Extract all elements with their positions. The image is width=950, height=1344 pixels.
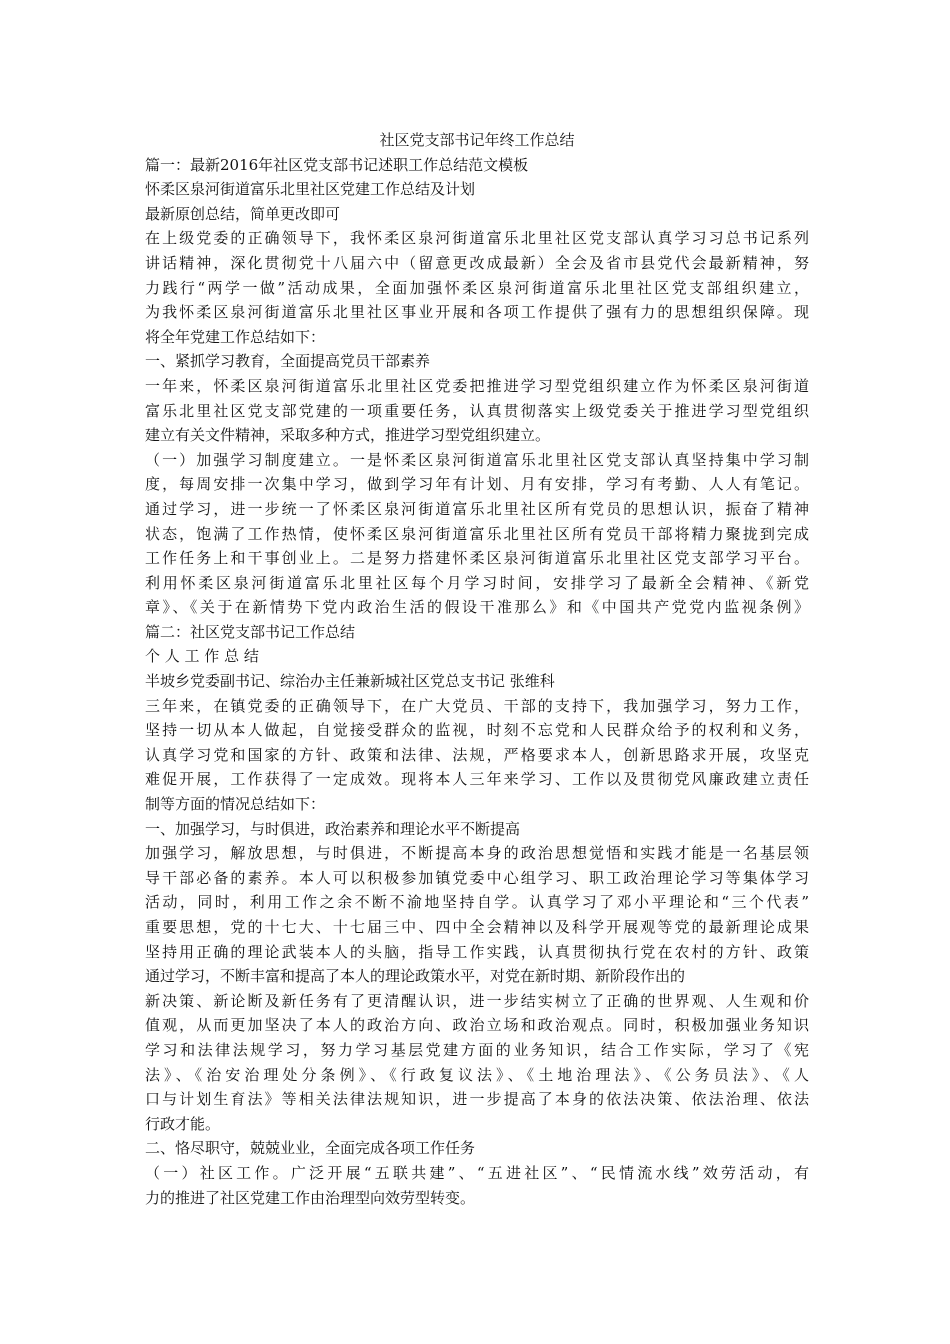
text-line: （一）社区工作。广泛开展“五联共建”、“五进社区”、“民情流水线”效劳活动，有 [145, 1163, 809, 1182]
text-line: 坚持用正确的理论武装本人的头脑，指导工作实践，认真贯彻执行党在农村的方针、政策 [145, 942, 809, 961]
text-line: 通过学习，进一步统一了怀柔区泉河街道富乐北里社区所有党员的思想认识，振奋了精神 [145, 499, 809, 518]
text-line: 状态，饱满了工作热情，使怀柔区泉河街道富乐北里社区所有党员干部将精力聚拢到完成 [145, 524, 809, 543]
text-line: 工作任务上和干事创业上。二是努力搭建怀柔区泉河街道富乐北里社区党支部学习平台。 [145, 549, 809, 568]
text-line: 重要思想，党的十七大、十七届三中、四中全会精神以及科学开展观等党的最新理论成果 [145, 918, 809, 936]
text-line: 度，每周安排一次集中学习，做到学习年有计划、月有安排，学习有考勤、人人有笔记。 [145, 475, 809, 494]
document-title: 社区党支部书记年终工作总结 [379, 131, 575, 149]
text-line: 在上级党委的正确领导下，我怀柔区泉河街道富乐北里社区党支部认真学习习总书记系列 [145, 229, 809, 248]
text-line: 二、恪尽职守，兢兢业业，全面完成各项工作任务 [145, 1139, 476, 1158]
text-line: 最新原创总结，简单更改即可 [145, 204, 341, 223]
text-line: 三年来，在镇党委的正确领导下，在广大党员、干部的支持下，我加强学习，努力工作， [145, 696, 809, 715]
document-body [145, 153, 809, 1211]
text-line: 坚持一切从本人做起，自觉接受群众的监视，时刻不忘党和人民群众给予的权利和义务， [145, 721, 809, 740]
text-line: 将全年党建工作总结如下： [145, 327, 326, 346]
text-line: 一、加强学习，与时俱进，政治素养和理论水平不断提高 [145, 819, 521, 838]
text-line: 利用怀柔区泉河街道富乐北里社区每个月学习时间，安排学习了最新全会精神、《新党 [145, 573, 809, 592]
document-page [145, 128, 809, 1210]
text-line: （一）加强学习制度建立。一是怀柔区泉河街道富乐北里社区党支部认真坚持集中学习制 [145, 450, 809, 469]
text-line: 篇一：最新2016年社区党支部书记述职工作总结范文模板 [145, 155, 529, 174]
text-line: 口与计划生育法》等相关法律法规知识，进一步提高了本身的依法决策、依法治理、依法 [145, 1090, 809, 1109]
text-line: 加强学习，解放思想，与时俱进，不断提高本身的政治思想觉悟和实践才能是一名基层领 [145, 844, 809, 863]
text-line: 新决策、新论断及新任务有了更清醒认识，进一步结实树立了正确的世界观、人生观和价 [145, 991, 809, 1010]
text-line: 活动，同时，利用工作之余不断不渝地坚持自学。认真学习了邓小平理论和“三个代表” [145, 893, 809, 912]
text-line: 认真学习党和国家的方针、政策和法律、法规，严格要求本人，创新思路求开展，攻坚克 [145, 745, 809, 764]
text-line: 法》、《治安治理处分条例》、《行政复议法》、《土地治理法》、《公务员法》、《人 [145, 1065, 809, 1084]
text-line: 一、紧抓学习教育，全面提高党员干部素养 [145, 352, 431, 371]
text-line: 值观，从而更加坚决了本人的政治方向、政治立场和政治观点。同时，积极加强业务知识 [145, 1016, 809, 1035]
text-line: 讲话精神，深化贯彻党十八届六中（留意更改成最新）全会及省市县党代会最新精神，努 [145, 253, 809, 272]
text-line: 建立有关文件精神，采取多种方式，推进学习型党组织建立。 [145, 426, 551, 445]
text-line: 一年来，怀柔区泉河街道富乐北里社区党委把推进学习型党组织建立作为怀柔区泉河街道 [145, 376, 809, 395]
text-line: 篇二：社区党支部书记工作总结 [145, 622, 356, 641]
text-line: 制等方面的情况总结如下： [145, 795, 326, 814]
text-line: 学习和法律法规学习，努力学习基层党建方面的业务知识，结合工作实际，学习了《宪 [145, 1040, 809, 1059]
text-line: 个 人 工 作 总 结 [145, 647, 259, 666]
text-line: 行政才能。 [145, 1114, 221, 1133]
text-line: 富乐北里社区党支部党建的一项重要任务，认真贯彻落实上级党委关于推进学习型党组织 [145, 401, 809, 420]
text-line: 力的推进了社区党建工作由治理型向效劳型转变。 [145, 1188, 476, 1207]
text-line: 章》、《关于在新情势下党内政治生活的假设干准那么》和《中国共产党党内监视条例》 [145, 598, 809, 617]
text-line: 导干部必备的素养。本人可以积极参加镇党委中心组学习、职工政治理论学习等集体学习 [145, 868, 809, 887]
text-line: 半坡乡党委副书记、综治办主任兼新城社区党总支书记 张维科 [145, 672, 555, 691]
text-line: 怀柔区泉河街道富乐北里社区党建工作总结及计划 [145, 180, 476, 199]
text-line: 为我怀柔区泉河街道富乐北里社区事业开展和各项工作提供了强有力的思想组织保障。现 [145, 303, 809, 322]
text-line: 难促开展，工作获得了一定成效。现将本人三年来学习、工作以及贯彻党风廉政建立责任 [145, 770, 809, 789]
text-line: 通过学习，不断丰富和提高了本人的理论政策水平，对党在新时期、新阶段作出的 [145, 967, 686, 986]
text-line: 力践行“两学一做”活动成果，全面加强怀柔区泉河街道富乐北里社区党支部组织建立， [145, 278, 809, 297]
